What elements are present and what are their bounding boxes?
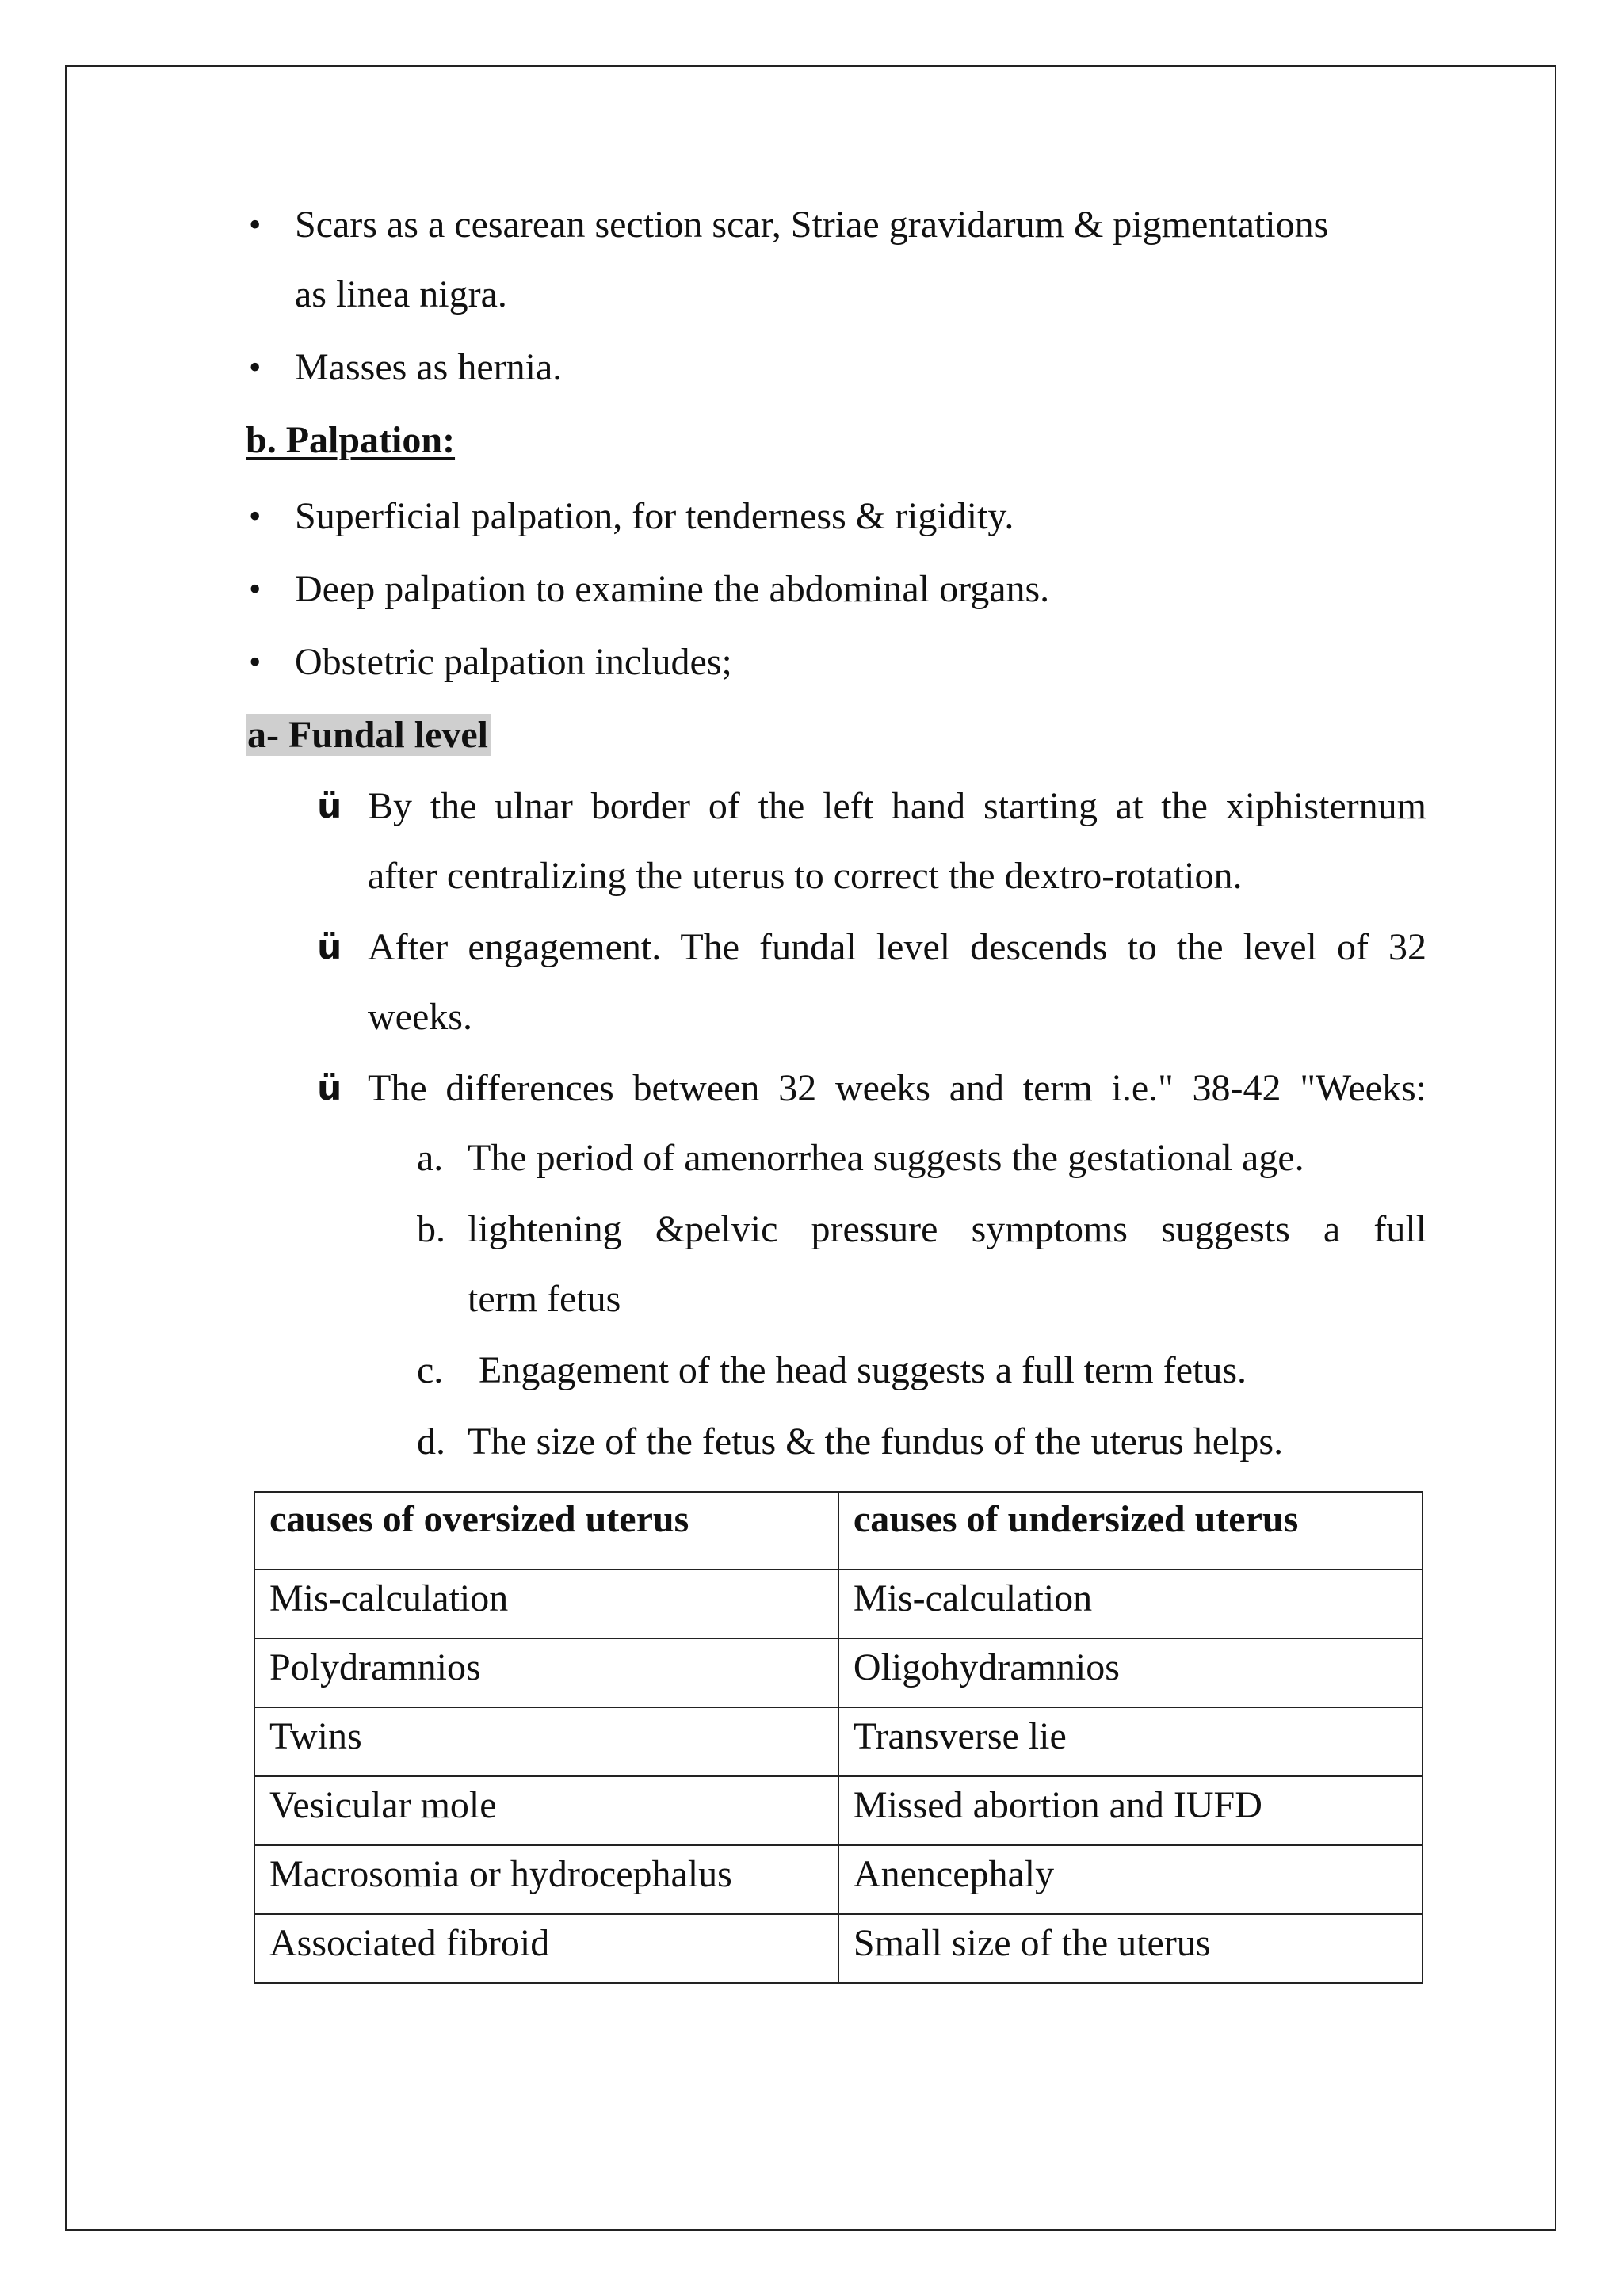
table-cell: Small size of the uterus [838, 1914, 1423, 1983]
table-cell: Associated fibroid [254, 1914, 838, 1983]
column-header-oversized: causes of oversized uterus [254, 1492, 838, 1569]
bullet-icon: • [249, 643, 262, 681]
check-item-text: By the ulnar border of the left hand starting at the xiphisternum [368, 785, 1426, 827]
table-cell: Mis-calculation [254, 1569, 838, 1638]
bullet-text-continued: as linea nigra. [295, 273, 507, 315]
list-item-text-continued: term fetus [468, 1278, 621, 1320]
check-item-text: The differences between 32 weeks and term i.e." 38-42 "Weeks: [368, 1067, 1426, 1109]
list-letter: c. [417, 1349, 444, 1391]
bullet-icon: • [249, 205, 262, 244]
check-icon: ü [317, 927, 342, 967]
check-icon: ü [317, 786, 342, 826]
table-row [254, 1776, 1423, 1845]
table-cell: Vesicular mole [254, 1776, 838, 1845]
table-cell: Mis-calculation [838, 1569, 1423, 1638]
bullet-text: Masses as hernia. [295, 346, 563, 388]
table-row [254, 1845, 1423, 1914]
list-item-text: The size of the fetus & the fundus of the uterus helps. [468, 1421, 1284, 1463]
list-letter: d. [417, 1421, 445, 1463]
table-row [254, 1914, 1423, 1983]
list-letter: b. [417, 1208, 445, 1250]
check-item-text-continued: after centralizing the uterus to correct the dextro-rotation. [368, 855, 1243, 897]
column-header-undersized: causes of undersized uterus [838, 1492, 1423, 1569]
bullet-icon: • [249, 348, 262, 387]
uterus-size-causes-table [254, 1491, 1423, 1984]
bullet-text: Obstetric palpation includes; [295, 641, 732, 683]
table-cell: Transverse lie [838, 1707, 1423, 1776]
table-cell: Polydramnios [254, 1638, 838, 1707]
bullet-text: Deep palpation to examine the abdominal organs. [295, 568, 1050, 610]
list-item-text: Engagement of the head suggests a full term fetus. [479, 1349, 1247, 1391]
check-item-text: After engagement. The fundal level descends to the level of 32 [368, 926, 1426, 968]
table-header-row [254, 1492, 1423, 1569]
bullet-icon: • [249, 570, 262, 608]
section-heading-palpation: b. Palpation: [246, 419, 456, 461]
bullet-text: Scars as a cesarean section scar, Striae gravidarum & pigmentations [295, 204, 1329, 246]
bullet-text: Superficial palpation, for tenderness & rigidity. [295, 495, 1014, 537]
table-cell: Macrosomia or hydrocephalus [254, 1845, 838, 1914]
list-letter: a. [417, 1137, 444, 1179]
bullet-icon: • [249, 497, 262, 536]
check-item-text-continued: weeks. [368, 996, 472, 1038]
table-cell: Missed abortion and IUFD [838, 1776, 1423, 1845]
table-row [254, 1638, 1423, 1707]
table-cell: Oligohydramnios [838, 1638, 1423, 1707]
table-cell: Twins [254, 1707, 838, 1776]
table-cell: Anencephaly [838, 1845, 1423, 1914]
check-icon: ü [317, 1068, 342, 1108]
list-item-text: lightening &pelvic pressure symptoms suggests a full [468, 1208, 1426, 1250]
list-item-text: The period of amenorrhea suggests the gestational age. [468, 1137, 1304, 1179]
table-row [254, 1707, 1423, 1776]
subsection-heading-fundal-level [246, 711, 491, 759]
table-row [254, 1569, 1423, 1638]
highlighted-heading: a- Fundal level [246, 714, 491, 756]
